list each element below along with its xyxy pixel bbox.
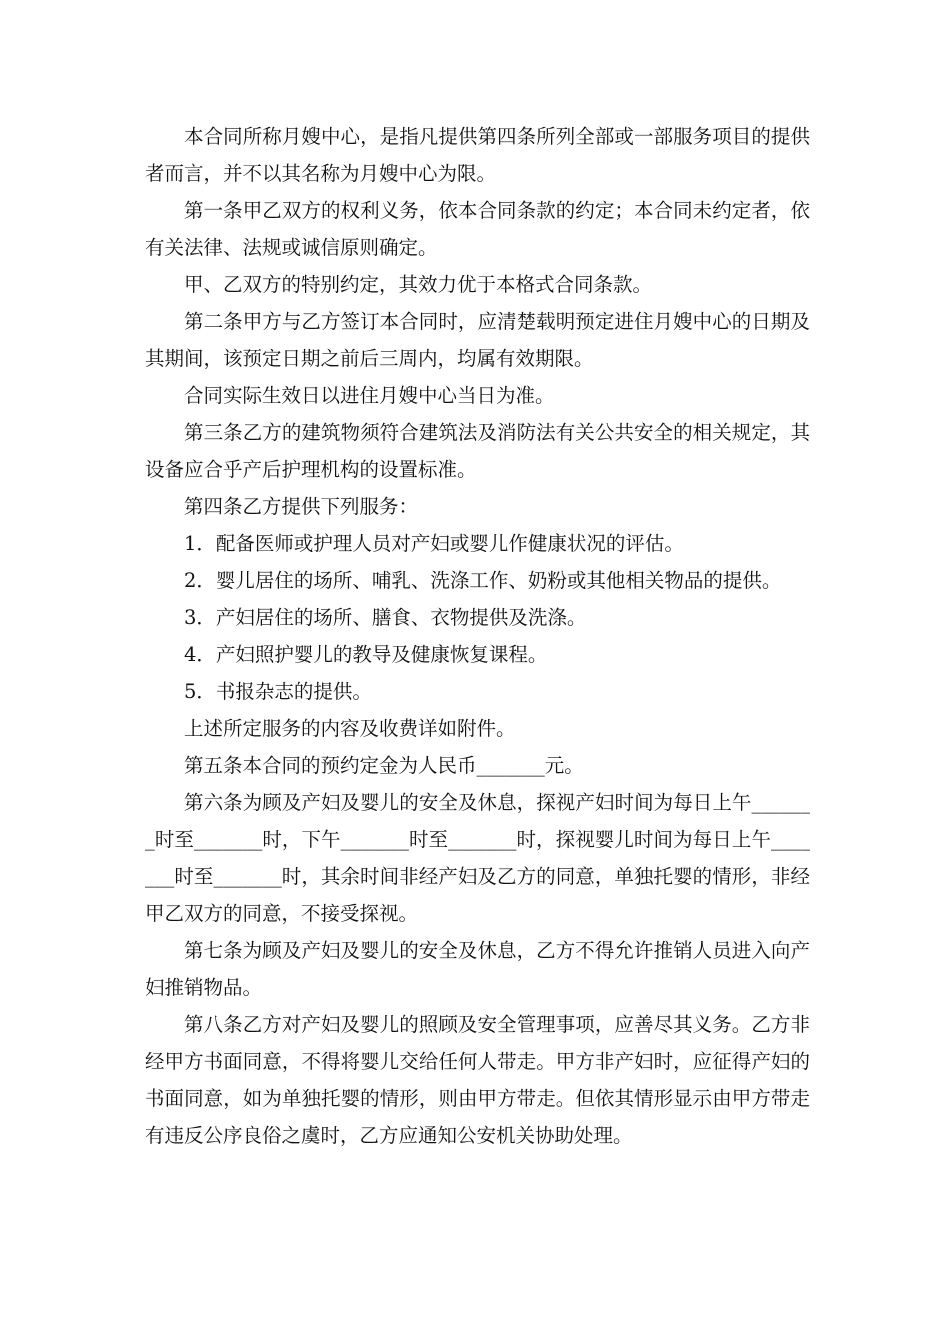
paragraph-effective-date: 合同实际生效日以进住月嫂中心当日为准。 xyxy=(184,384,555,407)
paragraph-article-1: 第一条甲乙双方的权利义务，依本合同条款的约定；本合同未约定者，依有关法律、法规或诚信原则确定。 xyxy=(145,199,810,259)
paragraph-article-6: 第六条为顾及产妇及婴儿的安全及休息，探视产妇时间为每日上午_______时至_______时，下午_______时至_______时，探视婴儿时间为每日上午_______时至_______时，其余时间非经产妇及乙方的同意，单独托婴的情形，非经甲乙双方的同意，不接受探视。 xyxy=(145,791,810,925)
paragraph-special-agreement: 甲、乙双方的特别约定，其效力优于本格式合同条款。 xyxy=(184,273,653,296)
paragraph-article-5: 第五条本合同的预约定金为人民币_______元。 xyxy=(184,754,584,777)
list-item-service-4: 4．产妇照护婴儿的教导及健康恢复课程。 xyxy=(184,643,548,666)
list-item-service-5: 5．书报杂志的提供。 xyxy=(184,680,372,703)
list-item-service-3: 3．产妇居住的场所、膳食、衣物提供及洗涤。 xyxy=(184,606,587,629)
document-page xyxy=(145,118,810,1154)
paragraph-article-4: 第四条乙方提供下列服务： xyxy=(184,495,419,518)
paragraph-service-fees: 上述所定服务的内容及收费详如附件。 xyxy=(184,717,516,740)
list-item-service-1: 1．配备医师或护理人员对产妇或婴儿作健康状况的评估。 xyxy=(184,532,684,555)
paragraph-definition: 本合同所称月嫂中心，是指凡提供第四条所列全部或一部服务项目的提供者而言，并不以其名称为月嫂中心为限。 xyxy=(145,125,810,185)
paragraph-article-8: 第八条乙方对产妇及婴儿的照顾及安全管理事项，应善尽其义务。乙方非经甲方书面同意，不得将婴儿交给任何人带走。甲方非产妇时，应征得产妇的书面同意，如为单独托婴的情形，则由甲方带走。但依其情形显示由甲方带走有违反公序良俗之虞时，乙方应通知公安机关协助处理。 xyxy=(145,1013,810,1147)
list-item-service-2: 2．婴儿居住的场所、哺乳、洗涤工作、奶粉或其他相关物品的提供。 xyxy=(184,569,782,592)
paragraph-article-2: 第二条甲方与乙方签订本合同时，应清楚载明预定进住月嫂中心的日期及其期间，该预定日期之前后三周内，均属有效期限。 xyxy=(145,310,810,370)
paragraph-article-3: 第三条乙方的建筑物须符合建筑法及消防法有关公共安全的相关规定，其设备应合乎产后护理机构的设置标准。 xyxy=(145,421,810,481)
paragraph-article-7: 第七条为顾及产妇及婴儿的安全及休息，乙方不得允许推销人员进入向产妇推销物品。 xyxy=(145,939,810,999)
